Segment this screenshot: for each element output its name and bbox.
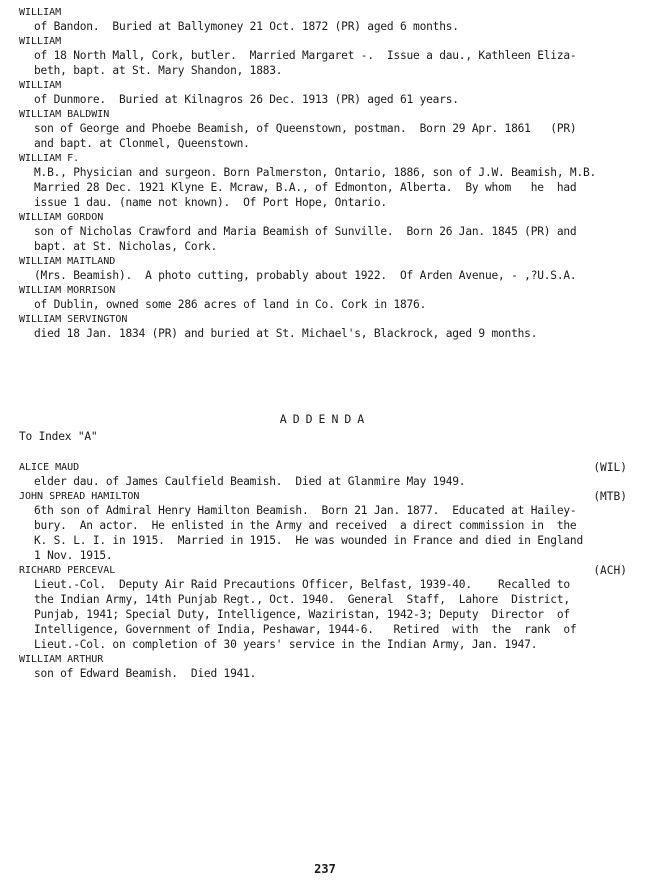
entry-text-line: son of George and Phoebe Beamish, of Queenstown, postman. Born 29 Apr. 1861 (PR) — [34, 122, 577, 135]
entry-text-line: the Indian Army, 14th Punjab Regt., Oct. 1940. General Staff, Lahore District, — [34, 593, 570, 606]
entry-name: WILLIAM GORDON — [19, 212, 104, 223]
addenda-subheading: To Index "A" — [19, 430, 98, 443]
entry-text-line: (Mrs. Beamish). A photo cutting, probably about 1922. Of Arden Avenue, - ,?U.S.A. — [34, 269, 577, 282]
entry-code: (WIL) — [593, 461, 627, 474]
entry-text-line: 6th son of Admiral Henry Hamilton Beamish. Born 21 Jan. 1877. Educated at Hailey- — [34, 504, 577, 517]
entry-name: WILLIAM SERVINGTON — [19, 314, 128, 325]
page-number: 237 — [314, 862, 336, 876]
entry-name: WILLIAM ARTHUR — [19, 654, 104, 665]
entry-text-line: Married 28 Dec. 1921 Klyne E. Mcraw, B.A., of Edmonton, Alberta. By whom he had — [34, 181, 577, 194]
entry-name: WILLIAM — [19, 80, 62, 91]
entry-text-line: Intelligence, Government of India, Peshawar, 1944-6. Retired with the rank of — [34, 623, 577, 636]
entry-name: JOHN SPREAD HAMILTON — [19, 491, 140, 502]
entry-text-line: son of Nicholas Crawford and Maria Beamish of Sunville. Born 26 Jan. 1845 (PR) and — [34, 225, 577, 238]
entry-text-line: bury. An actor. He enlisted in the Army and received a direct commission in the — [34, 519, 577, 532]
entry-name: WILLIAM — [19, 36, 62, 47]
entry-text-line: of Bandon. Buried at Ballymoney 21 Oct. 1872 (PR) aged 6 months. — [34, 20, 459, 33]
entry-name: WILLIAM MAITLAND — [19, 256, 116, 267]
entry-code: (MTB) — [593, 490, 627, 503]
entry-text-line: 1 Nov. 1915. — [34, 549, 113, 562]
entry-name: WILLIAM BALDWIN — [19, 109, 110, 120]
entry-text-line: issue 1 dau. (name not known). Of Port Hope, Ontario. — [34, 196, 387, 209]
entry-text-line: Lieut.-Col. Deputy Air Raid Precautions Officer, Belfast, 1939-40. Recalled to — [34, 578, 570, 591]
entry-name: RICHARD PERCEVAL — [19, 565, 116, 576]
entry-text-line: and bapt. at Clonmel, Queenstown. — [34, 137, 250, 150]
entry-text-line: died 18 Jan. 1834 (PR) and buried at St. Michael's, Blackrock, aged 9 months. — [34, 327, 538, 340]
entry-text-line: M.B., Physician and surgeon. Born Palmerston, Ontario, 1886, son of J.W. Beamish, M.B. — [34, 166, 597, 179]
entry-name: ALICE MAUD — [19, 462, 80, 473]
entry-text-line: son of Edward Beamish. Died 1941. — [34, 667, 257, 680]
entry-name: WILLIAM MORRISON — [19, 285, 116, 296]
entry-name: WILLIAM F. — [19, 153, 80, 164]
addenda-heading: ADDENDA — [279, 412, 371, 426]
entry-text-line: bapt. at St. Nicholas, Cork. — [34, 240, 217, 253]
entry-text-line: of 18 North Mall, Cork, butler. Married Margaret -. Issue a dau., Kathleen Eliza- — [34, 49, 577, 62]
entry-name: WILLIAM — [19, 7, 62, 18]
entry-code: (ACH) — [593, 564, 627, 577]
entry-text-line: elder dau. of James Caulfield Beamish. Died at Glanmire May 1949. — [34, 475, 466, 488]
entry-text-line: Lieut.-Col. on completion of 30 years' service in the Indian Army, Jan. 1947. — [34, 638, 538, 651]
entry-text-line: K. S. L. I. in 1915. Married in 1915. He was wounded in France and died in England — [34, 534, 583, 547]
entry-text-line: Punjab, 1941; Special Duty, Intelligence, Waziristan, 1942-3; Deputy Director of — [34, 608, 570, 621]
entry-text-line: of Dublin, owned some 286 acres of land in Co. Cork in 1876. — [34, 298, 427, 311]
entry-text-line: beth, bapt. at St. Mary Shandon, 1883. — [34, 64, 283, 77]
entry-text-line: of Dunmore. Buried at Kilnagros 26 Dec. 1913 (PR) aged 61 years. — [34, 93, 459, 106]
